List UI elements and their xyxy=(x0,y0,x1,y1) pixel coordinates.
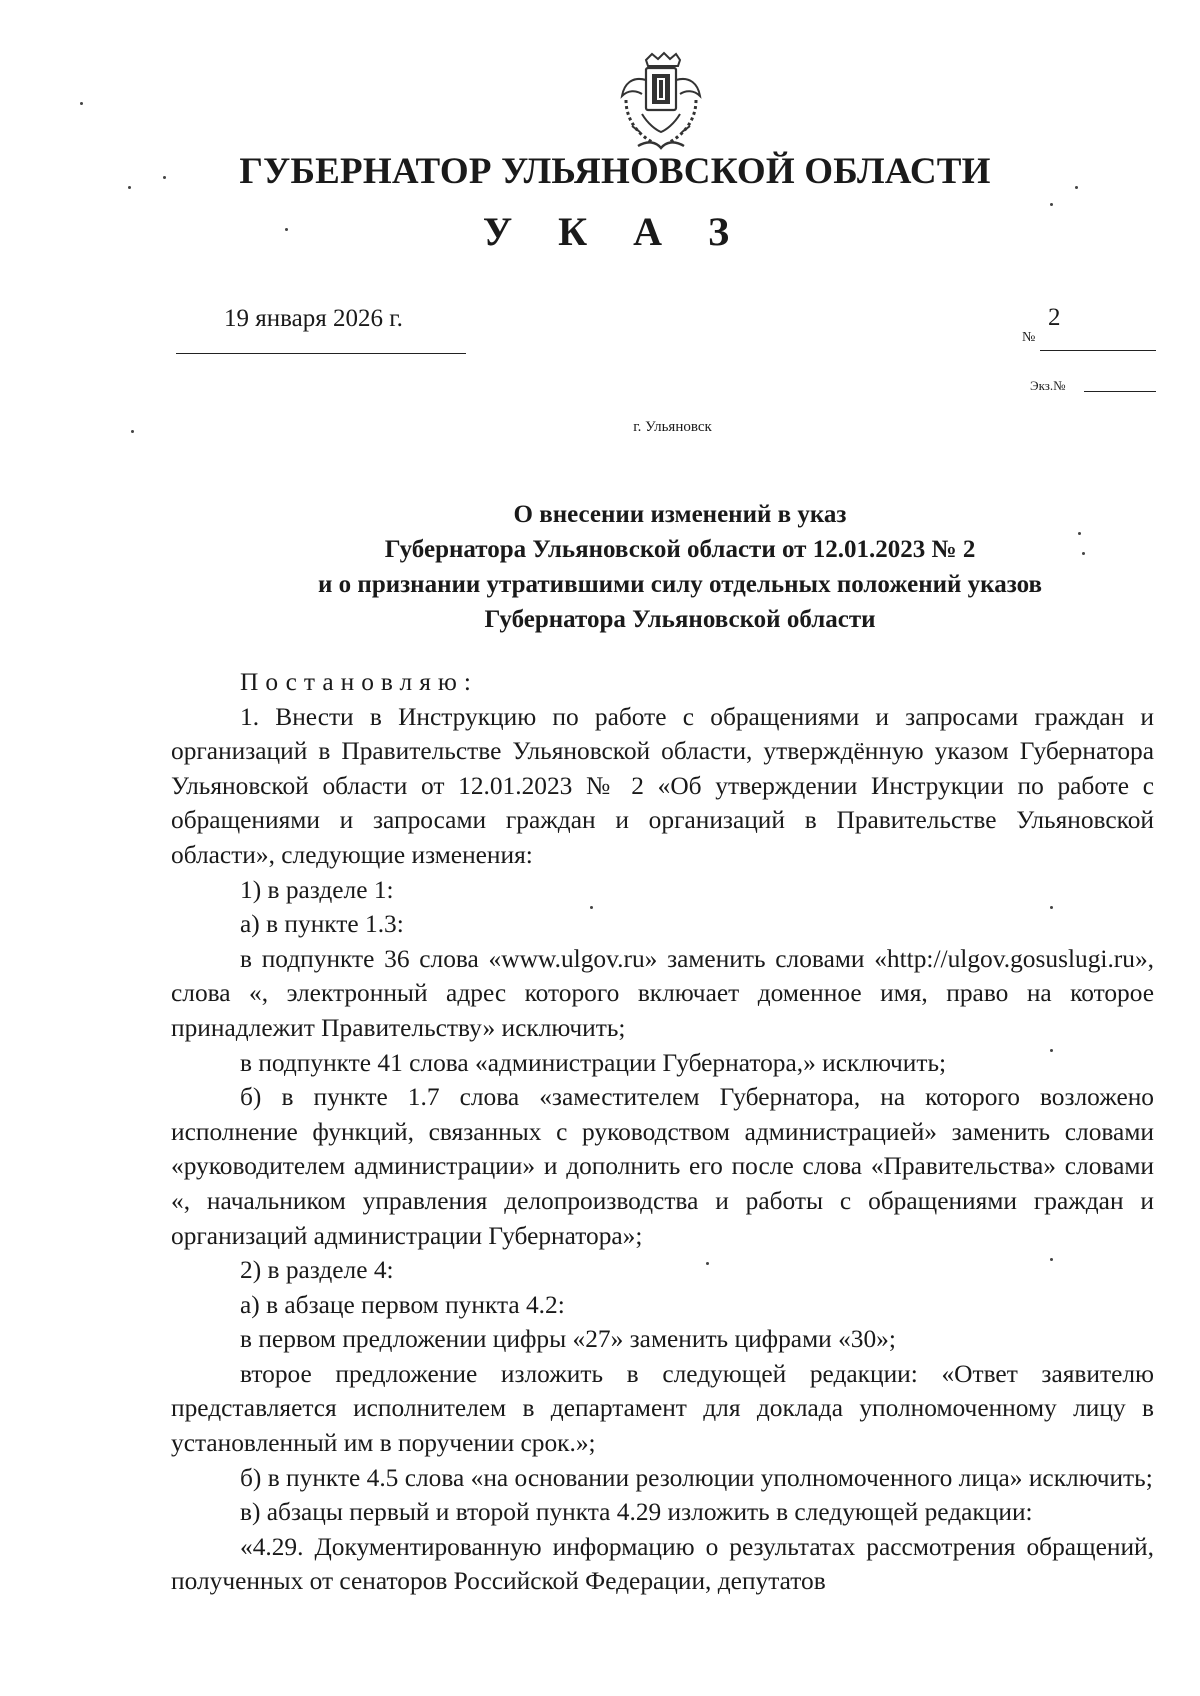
document-date: 19 января 2026 г. xyxy=(224,305,403,332)
scan-speck xyxy=(128,186,131,189)
body-paragraph: а) в абзаце первом пункта 4.2: xyxy=(240,1290,565,1319)
body-paragraph: 1) в разделе 1: xyxy=(240,875,394,904)
coat-of-arms-emblem xyxy=(612,50,708,154)
scan-speck xyxy=(706,1262,709,1265)
body-paragraph: 2) в разделе 4: xyxy=(240,1256,394,1285)
scan-speck xyxy=(1050,906,1053,909)
scan-speck xyxy=(1075,186,1078,189)
city-label: г. Ульяновск xyxy=(633,419,712,435)
scan-speck xyxy=(1050,1258,1053,1261)
scan-speck xyxy=(1082,552,1085,555)
scan-speck xyxy=(1050,1049,1053,1052)
title-line: Губернатора Ульяновской области от 12.01.2023 № 2 xyxy=(384,536,976,563)
body-paragraph: в подпункте 36 слова «www.ulgov.ru» заменить словами «http://ulgov.gosuslugi.ru», слова «, электронный адрес которого включает доменное имя, право на которое принадлежит Правительству» исключить; xyxy=(171,944,1154,1042)
copy-number-label: Экз.№ xyxy=(1030,378,1066,393)
document-type-heading: У К А З xyxy=(482,209,748,254)
body-paragraph: а) в пункте 1.3: xyxy=(240,910,404,939)
document-number: 2 xyxy=(1048,304,1061,331)
body-paragraph: в) абзацы первый и второй пункта 4.29 изложить в следующей редакции: xyxy=(240,1498,1033,1527)
body-paragraph: в первом предложении цифры «27» заменить цифрами «30»; xyxy=(240,1325,896,1354)
title-line: Губернатора Ульяновской области xyxy=(484,606,876,633)
authority-heading: ГУБЕРНАТОР УЛЬЯНОВСКОЙ ОБЛАСТИ xyxy=(239,151,991,192)
scan-speck xyxy=(285,228,288,231)
body-paragraph: Постановляю: xyxy=(240,668,478,696)
number-label: № xyxy=(1022,330,1036,345)
copy-number-underline xyxy=(1084,391,1156,392)
body-paragraph: б) в пункте 4.5 слова «на основании резолюции уполномоченного лица» исключить; xyxy=(240,1463,1153,1492)
body-paragraph: б) в пункте 1.7 слова «заместителем Губернатора, на которого возложено исполнение функций, связанных с руководством администрацией» заменить словами «руководителем администрации» и дополнить его после слова «Правительства» словами «, начальником управления делопроизводства и работы с обращениями граждан и организаций администрации Губернатора»; xyxy=(171,1083,1154,1250)
scan-speck xyxy=(80,102,83,105)
scan-speck xyxy=(1050,203,1053,206)
number-underline xyxy=(1040,350,1156,351)
title-line: О внесении изменений в указ xyxy=(513,501,847,528)
scan-speck xyxy=(131,430,134,433)
title-line: и о признании утратившими силу отдельных положений указов xyxy=(318,571,1042,598)
date-underline xyxy=(176,353,466,354)
document-body xyxy=(171,665,1154,1599)
document-title xyxy=(180,497,1180,637)
scan-speck xyxy=(1078,532,1081,535)
scan-speck xyxy=(163,176,166,179)
body-paragraph: «4.29. Документированную информацию о результатах рассмотрения обращений, полученных от сенаторов Российской Федерации, депутатов xyxy=(171,1532,1154,1596)
scan-speck xyxy=(590,906,593,909)
body-paragraph: в подпункте 41 слова «администрации Губернатора,» исключить; xyxy=(240,1048,947,1077)
body-paragraph: 1. Внести в Инструкцию по работе с обращениями и запросами граждан и организаций в Правительстве Ульяновской области, утверждённую указом Губернатора Ульяновской области от 12.01.2023 № 2 «Об утверждении Инструкции по работе с обращениями и запросами граждан и организаций в Правительстве Ульяновской области», следующие изменения: xyxy=(171,702,1154,869)
body-paragraph: второе предложение изложить в следующей редакции: «Ответ заявителю представляется исполнителем в департамент для доклада уполномоченному лицу в установленный им в поручении срок.»; xyxy=(171,1359,1154,1458)
